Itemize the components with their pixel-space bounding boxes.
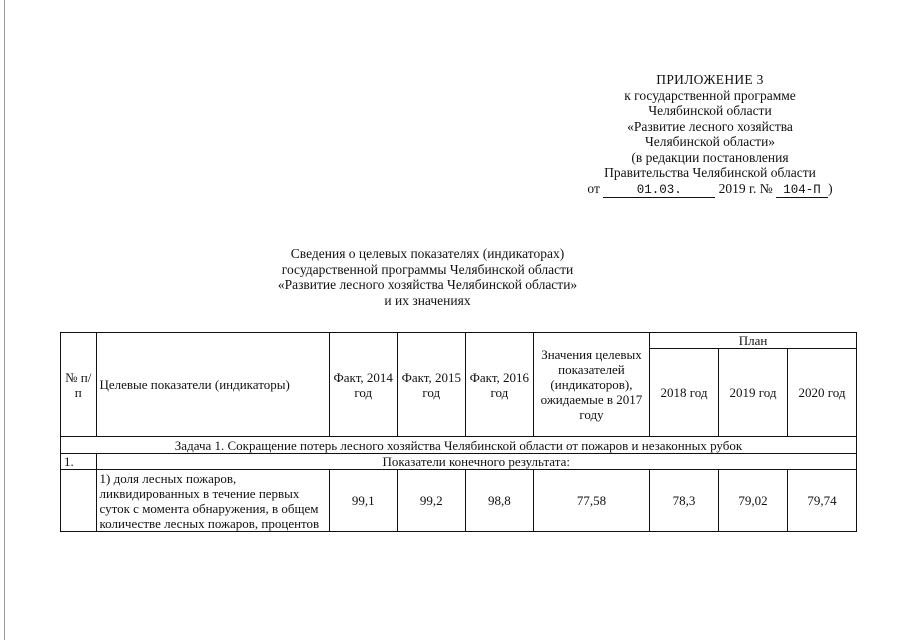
header-plan-2019: 2019 год <box>718 349 787 437</box>
scan-edge-line <box>4 0 5 640</box>
appendix-title: ПРИЛОЖЕНИЕ 3 <box>656 72 764 87</box>
title-line: и их значениях <box>384 292 471 308</box>
title-line: государственной программы Челябинской области <box>281 261 574 277</box>
title-line: Сведения о целевых показателях (индикаторах) <box>290 246 565 261</box>
header-fact-2014: Факт, 2014 год <box>329 333 397 437</box>
value-plan-2018: 78,3 <box>650 470 719 532</box>
appendix-line: к государственной программе <box>624 87 796 103</box>
year-text: 2019 г. № <box>718 180 773 196</box>
date-field: 01.03. <box>603 184 715 198</box>
document-title <box>255 246 600 308</box>
header-fact-2015: Факт, 2015 год <box>397 333 465 437</box>
number-field: 104-П <box>776 184 828 198</box>
value-fact-2016: 98,8 <box>465 470 533 532</box>
value-expected-2017: 77,58 <box>533 470 649 532</box>
header-fact-2016: Факт, 2016 год <box>465 333 533 437</box>
appendix-line: Правительства Челябинской области <box>604 165 816 180</box>
appendix-date-line <box>575 181 845 198</box>
date-prefix: от <box>587 180 600 196</box>
appendix-header <box>575 72 845 198</box>
value-plan-2020: 79,74 <box>787 470 856 532</box>
row-number <box>61 470 97 532</box>
task-row <box>61 437 857 454</box>
result-number: 1. <box>61 454 97 470</box>
table-row <box>61 470 857 532</box>
result-row <box>61 454 857 470</box>
value-fact-2014: 99,1 <box>329 470 397 532</box>
appendix-line: Челябинской области <box>648 103 772 118</box>
header-no: № п/п <box>61 333 97 437</box>
header-indicators: Целевые показатели (индикаторы) <box>96 333 329 437</box>
close-paren: ) <box>828 180 833 196</box>
task-text: Задача 1. Сокращение потерь лесного хозяйства Челябинской области от пожаров и незаконных рубок <box>61 437 857 454</box>
indicators-table <box>60 332 857 532</box>
result-label: Показатели конечного результата: <box>96 454 857 470</box>
value-plan-2019: 79,02 <box>718 470 787 532</box>
indicator-name: 1) доля лесных пожаров, ликвидированных в течение первых суток с момента обнаружения, в общем количестве лесных пожаров, процентов <box>96 470 329 532</box>
header-plan: План <box>650 333 857 349</box>
header-plan-2018: 2018 год <box>650 349 719 437</box>
appendix-line: «Развитие лесного хозяйства <box>627 118 793 134</box>
appendix-line: (в редакции постановления <box>631 149 789 165</box>
header-plan-2020: 2020 год <box>787 349 856 437</box>
header-expected-2017: Значения целевых показателей (индикаторов), ожидаемые в 2017 году <box>533 333 649 437</box>
value-fact-2015: 99,2 <box>397 470 465 532</box>
title-line: «Развитие лесного хозяйства Челябинской области» <box>277 277 578 292</box>
appendix-line: Челябинской области» <box>644 134 776 149</box>
